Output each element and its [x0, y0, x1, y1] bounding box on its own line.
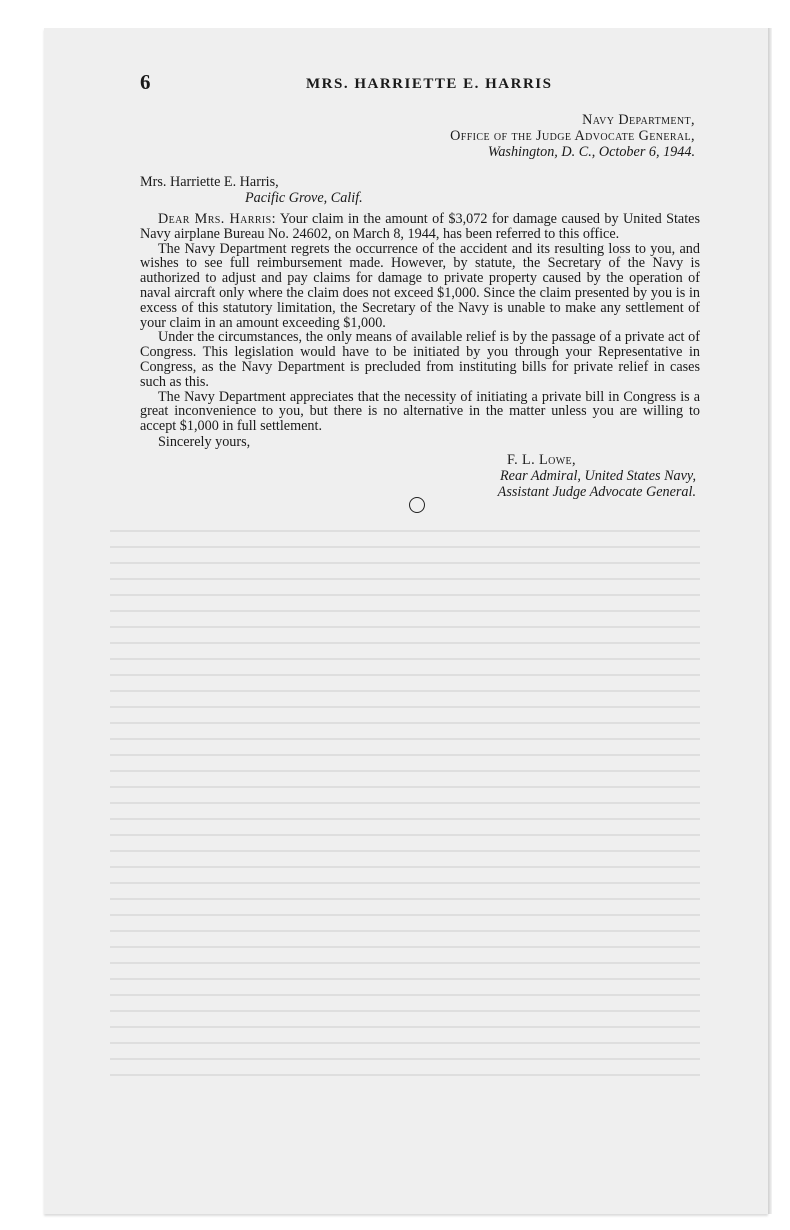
letterhead: [140, 112, 700, 160]
closing: Sincerely yours,: [158, 433, 251, 450]
paragraph-text: Your claim in the amount of $3,072 for damage caused by United States Navy airplane Bureau No. 24602, on March 8, 1944, has been referred to this office.: [140, 211, 700, 242]
document-content: [140, 70, 700, 500]
circle-mark: [409, 497, 425, 513]
addressee-location: Pacific Grove, Calif.: [245, 190, 363, 206]
letter-place-date: Washington, D. C., October 6, 1944.: [487, 144, 695, 160]
addressee-block: [140, 174, 700, 206]
page-number: 6: [140, 70, 151, 94]
page-edge: [768, 28, 772, 1214]
reverse-side-show-through: [110, 520, 700, 1080]
letterhead-office: Office of the Judge Advocate General,: [450, 128, 695, 144]
letter-paragraph: The Navy Department appreciates that the necessity of initiating a private bill in Congress is a great inconvenience to you, but there is no alternative in the matter unless you are willing to accept $1,000 in full settlement.: [140, 388, 700, 435]
addressee-name: Mrs. Harriette E. Harris,: [140, 174, 279, 190]
signatory-title-1: Rear Admiral, United States Navy,: [500, 467, 696, 484]
letter-paragraph: Under the circumstances, the only means of available relief is by the passage of a private act of Congress. This legislation would have to be initiated by you through your Representative in Congress, as the Navy Department is precluded from instituting bills for private relief in cases such as this.: [140, 329, 700, 390]
signatory-name: F. L. Lowe,: [507, 451, 576, 468]
signature-block: [140, 452, 700, 500]
letter-paragraph: [140, 212, 700, 242]
letter-body: [140, 212, 700, 434]
running-header: [140, 70, 700, 98]
running-title: MRS. HARRIETTE E. HARRIS: [306, 76, 553, 92]
letter-paragraph: The Navy Department regrets the occurrence of the accident and its resulting loss to you, and wishes to see full reimbursement made. However, by statute, the Secretary of the Navy is authorized to adjust and pay claims for damage to private property caused by the operation of naval aircraft only where the claim does not exceed $1,000. Since the claim presented by you is in excess of this statutory limitation, the Secretary of the Navy is unable to make any settlement of your claim in an amount exceeding $1,000.: [140, 240, 700, 331]
letterhead-department: Navy Department,: [582, 112, 695, 128]
salutation: Dear Mrs. Harris:: [158, 211, 276, 227]
signatory-title-2: Assistant Judge Advocate General.: [497, 483, 696, 500]
